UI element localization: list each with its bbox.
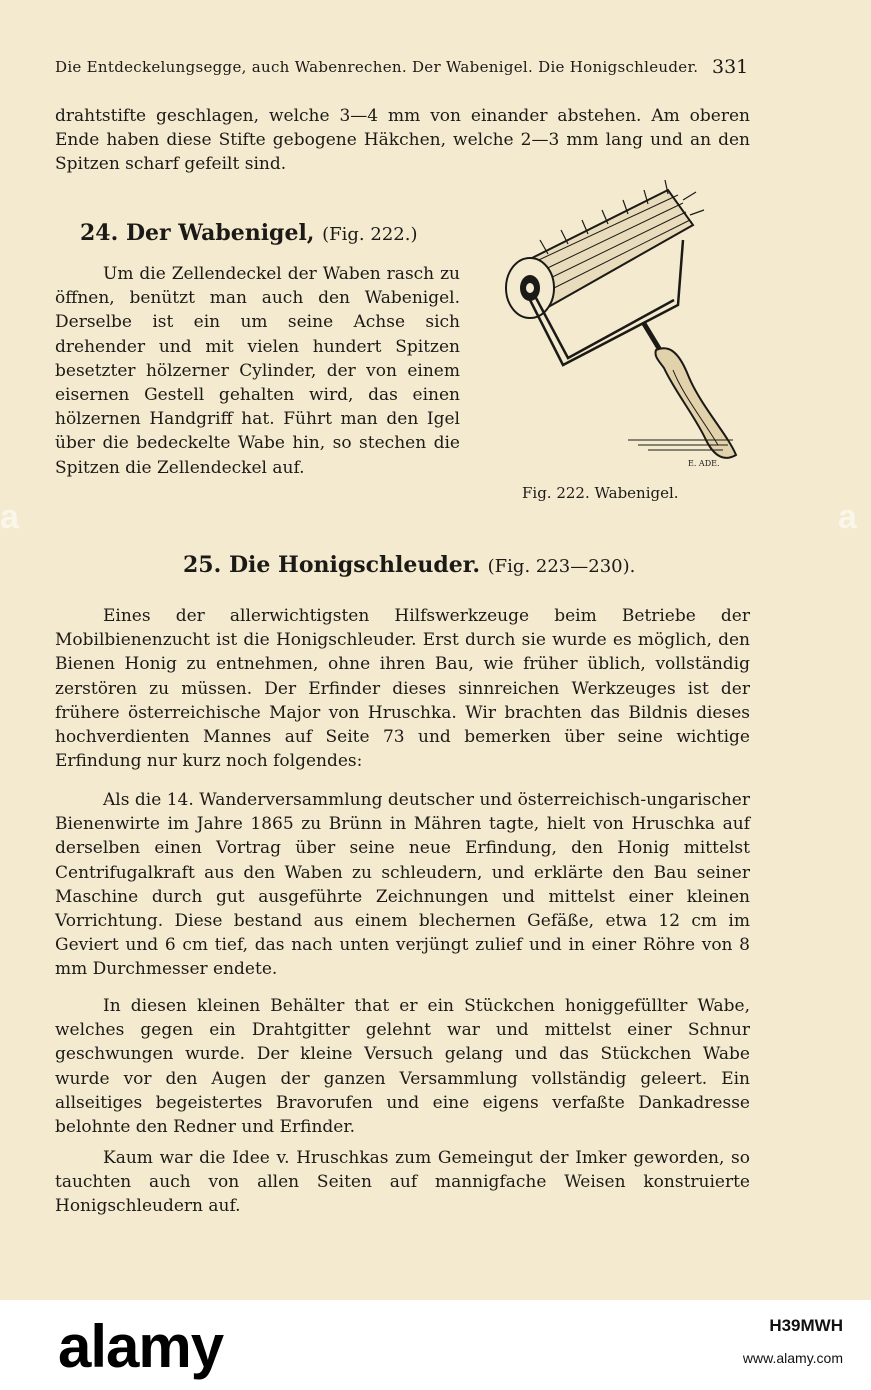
image-id: H39MWH: [769, 1316, 843, 1335]
figure-caption: Fig. 222. Wabenigel.: [522, 484, 679, 502]
section-25-fig-ref: (Fig. 223—230).: [487, 556, 636, 577]
running-head: Die Entdeckelungsegge, auch Wabenrechen. Der Wabenigel. Die Honigschleuder.: [55, 58, 699, 76]
watermark-url: www.alamy.com: [742, 1350, 843, 1366]
watermark-side-left: a: [0, 498, 19, 536]
wabenigel-illustration: [478, 170, 768, 470]
section-24-text: Um die Zellendeckel der Waben rasch zu öffnen, benützt man auch den Wabenigel. Derselbe ist ein um seine Achse sich drehender und mit vielen hundert Spitzen besetzter hölzerner Cylinder, der von einem eisernen Gestell gehalten wird, das einen hölzernen Handgriff hat. Führt man den Igel über die bedeckelte Wabe hin, so stechen die Spitzen die Zellendeckel auf.: [55, 264, 460, 478]
wooden-handle: [643, 322, 736, 458]
section-24-title: Der Wabenigel,: [125, 220, 315, 246]
intro-paragraph: drahtstifte geschlagen, welche 3—4 mm von einander abstehen. Am oberen Ende haben diese Stifte gebogene Häkchen, welche 2—3 mm lang und an den Spitzen scharf gefeilt sind.: [55, 106, 750, 175]
alamy-logo: alamy: [58, 1313, 224, 1380]
illustrator-signature: E. ADE.: [688, 459, 720, 468]
section-25-heading: [183, 552, 635, 578]
section-25-paragraph-1: Eines der allerwichtigsten Hilfswerkzeuge beim Betriebe der Mobilbienenzucht ist die Honigschleuder. Erst durch sie wurde es möglich, den Bienen Honig zu entnehmen, ohne ihren Bau, wie früher üblich, vollständig zerstören zu müssen. Der Erfinder dieses sinnreichen Werkzeuges ist der frühere österreichische Major von Hruschka. Wir brachten das Bildnis dieses hochverdienten Mannes auf Seite 73 und bemerken über seine wichtige Erfindung nur kurz noch folgendes:: [55, 606, 750, 772]
spiked-roller: [506, 180, 704, 318]
section-24-heading: [80, 220, 417, 246]
section-25-paragraph-2: Als die 14. Wanderversammlung deutscher und österreichisch-ungarischer Bienenwirte im Jahre 1865 zu Brünn in Mähren tagte, hielt von Hruschka auf derselben einen Vortrag über seine neue Erfindung, den Honig mittelst Centrifugalkraft aus den Waben zu schleudern, und erklärte den Bau seiner Maschine durch gut ausgeführte Zeichnungen und mittelst einer kleinen Vorrichtung. Diese bestand aus einem blechernen Gefäße, etwa 12 cm im Geviert und 6 cm tief, das nach unten verjüngt zulief und in einer Röhre von 8 mm Durchmesser endete.: [55, 790, 750, 980]
section-25-number: 25.: [183, 552, 222, 578]
section-24-fig-ref: (Fig. 222.): [322, 224, 418, 245]
watermark-side-right: a: [838, 498, 857, 536]
section-24-number: 24.: [80, 220, 119, 246]
page-number: 331: [712, 56, 749, 78]
section-25-paragraph-4: Kaum war die Idee v. Hruschkas zum Gemeingut der Imker geworden, so tauchten auch von allen Seiten auf mannigfache Weisen konstruierte Honigschleudern auf.: [55, 1148, 750, 1217]
section-25-paragraph-3: In diesen kleinen Behälter that er ein Stückchen honiggefüllter Wabe, welches gegen ein Drahtgitter gelehnt war und mittelst einer Schnur geschwungen wurde. Der kleine Versuch gelang und das Stückchen Wabe wurde vor den Augen der ganzen Versammlung vollständig geleert. Ein allseitiges begeistertes Bravorufen und eine eigens verfaßte Dankadresse belohnte den Redner und Erfinder.: [55, 996, 750, 1138]
section-25-title: Die Honigschleuder.: [228, 552, 480, 578]
